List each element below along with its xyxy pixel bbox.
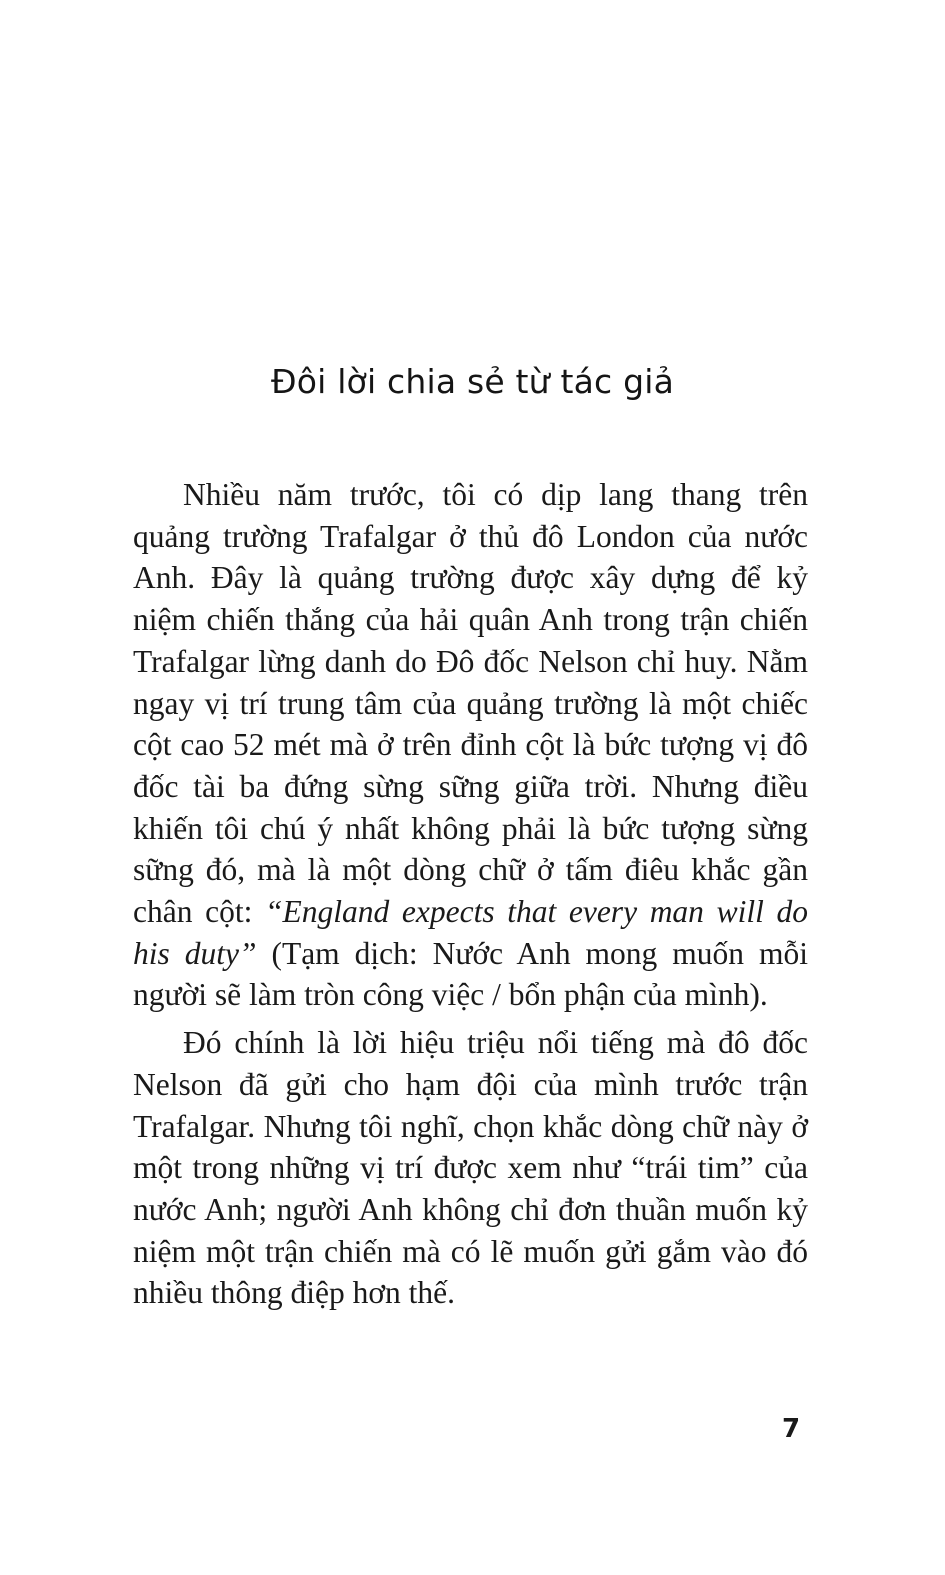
quote-text: “England expects that every man will do his duty” xyxy=(133,894,808,971)
paragraph-1 xyxy=(133,474,808,1016)
paragraph-1-text: Nhiều năm trước, tôi có dịp lang thang trên quảng trường Trafalgar ở thủ đô London của nước Anh. Đây là quảng trường được xây dựng để kỷ niệm chiến thắng của hải quân Anh trong trận chiến Trafalgar lừng danh do Đô đốc Nelson chỉ huy. Nằm ngay vị trí trung tâm của quảng trường là một chiếc cột cao 52 mét mà ở trên đỉnh cột là bức tượng vị đô đốc tài ba đứng sừng sững giữa trời. Nhưng điều khiến tôi chú ý nhất không phải là bức tượng sừng sững đó, mà là một dòng chữ ở tấm điêu khắc gần chân cột: xyxy=(133,477,808,930)
body-text xyxy=(133,474,808,1314)
chapter-title: Đôi lời chia sẻ từ tác giả xyxy=(270,362,675,401)
paragraph-1-text-end: (Tạm dịch: Nước Anh mong muốn mỗi người sẽ làm tròn công việc / bổn phận của mình). xyxy=(133,935,808,1013)
page-number: 7 xyxy=(782,1414,801,1444)
paragraph-2: Đó chính là lời hiệu triệu nổi tiếng mà đô đốc Nelson đã gửi cho hạm đội của mình trước trận Trafalgar. Nhưng tôi nghĩ, chọn khắc dòng chữ này ở một trong những vị trí được xem như “trái tim” của nước Anh; người Anh không chỉ đơn thuần muốn kỷ niệm một trận chiến mà có lẽ muốn gửi gắm vào đó nhiều thông điệp hơn thế. xyxy=(133,1025,808,1311)
